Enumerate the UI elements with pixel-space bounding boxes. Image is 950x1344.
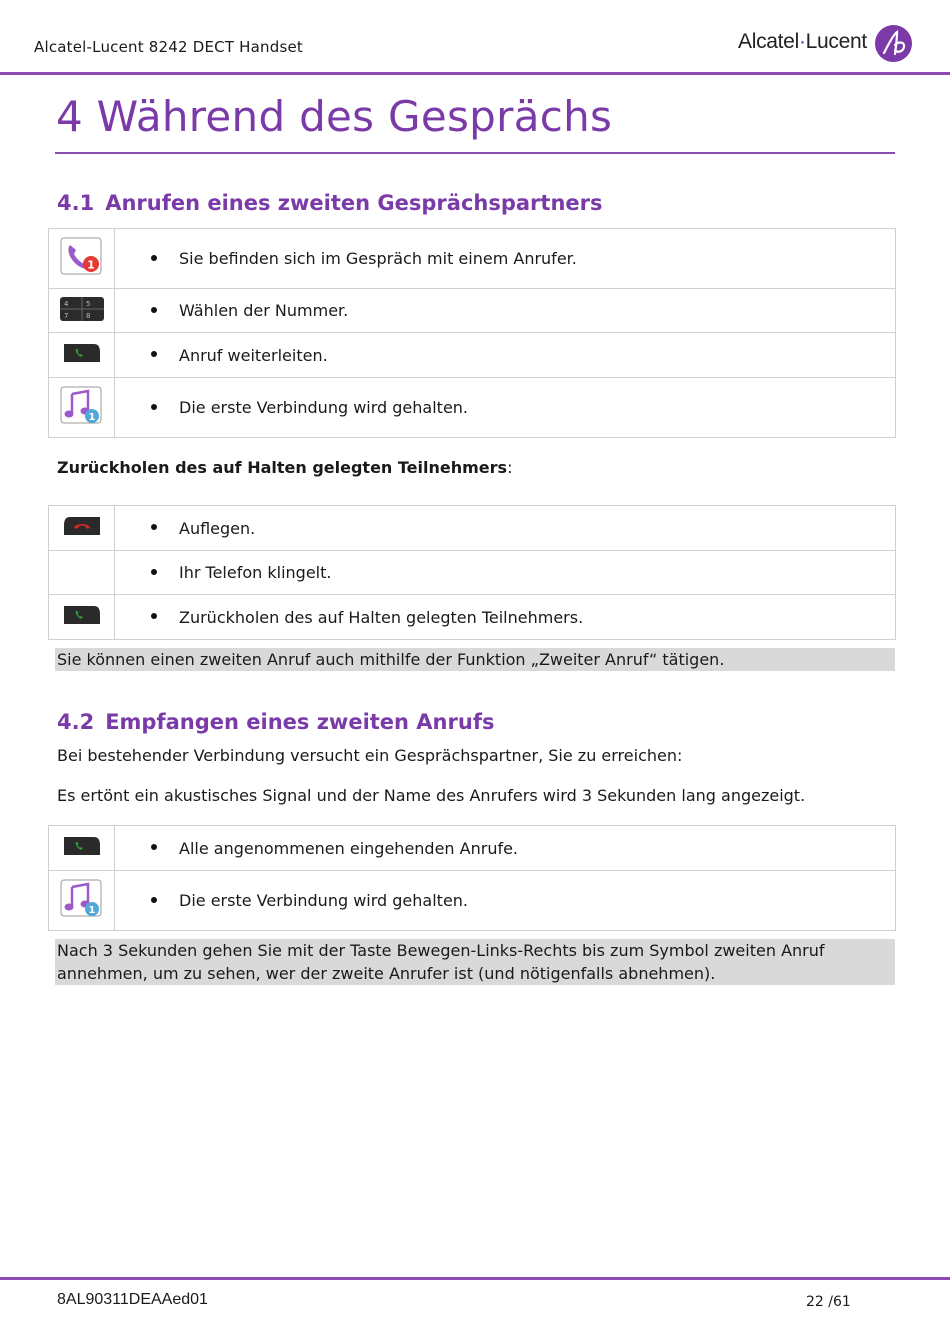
step-text: Auflegen. [179,518,256,538]
step-text: Alle angenommenen eingehenden Anrufe. [179,838,519,858]
bullet [151,351,157,357]
page-number: 22 /61 [806,1294,851,1310]
svg-text:7: 7 [63,311,68,320]
keypad-icon [59,296,105,326]
header-title: Alcatel-Lucent 8242 DECT Handset [34,38,303,56]
step-text: Die erste Verbindung wird gehalten. [179,891,469,910]
step-text: Zurückholen des auf Halten gelegten Teilnehmers. [179,607,584,627]
step-text: Wählen der Nummer. [179,301,349,320]
note-second-call: Sie können einen zweiten Anruf auch mithilfe der Funktion „Zweiter Anruf“ tätigen. [55,648,895,671]
note-second-caller [55,939,895,985]
header-divider [0,72,950,75]
music-hold-badge-icon [60,879,104,923]
green-call-key-icon [62,342,102,368]
retrieve-heading: Zurückholen des auf Halten gelegten Teilnehmers: [57,458,513,477]
steps-table-second-call [48,228,896,438]
svg-text:1: 1 [86,258,95,271]
svg-text:5: 5 [85,299,90,308]
bullet [151,844,157,850]
step-row [49,333,896,378]
chapter-divider [55,152,895,154]
bullet [151,569,157,575]
chapter-title: 4 Während des Gesprächs [56,92,613,141]
bullet [151,255,157,261]
step-row [49,378,896,438]
svg-text:4: 4 [63,299,68,308]
phone-call-badge-icon [60,237,104,281]
step-text: Sie befinden sich im Gespräch mit einem Anrufer. [179,249,577,268]
steps-table-retrieve [48,505,896,640]
paragraph-signal: Es ertönt ein akustisches Signal und der Name des Anrufers wird 3 Sekunden lang angezeigt. [57,786,806,805]
bullet [151,613,157,619]
svg-text:1: 1 [88,904,95,916]
step-row [49,826,896,871]
note-line: Nach 3 Sekunden gehen Sie mit der Taste Bewegen-Links-Rechts bis zum Symbol zweiten Anruf [57,941,825,960]
alcatel-lucent-logo-icon [875,25,912,62]
bullet [151,307,157,313]
green-call-key-icon [62,604,102,630]
step-text: Ihr Telefon klingelt. [179,563,332,582]
document-id: 8AL90311DEAAed01 [57,1291,208,1308]
section-heading-4-2: 4.2 Empfangen eines zweiten Anrufs [57,710,495,734]
step-row [49,551,896,595]
bullet [151,524,157,530]
red-hangup-key-icon [62,515,102,541]
step-text: Die erste Verbindung wird gehalten. [179,398,469,417]
green-call-key-icon [62,835,102,861]
step-row [49,871,896,931]
bullet [151,897,157,903]
step-row [49,229,896,289]
section-heading-4-1: 4.1 Anrufen eines zweiten Gesprächspartners [57,191,603,215]
brand-wordmark: Alcatel·Lucent [738,30,867,53]
steps-table-receive [48,825,896,931]
bullet [151,404,157,410]
footer-divider [0,1277,950,1280]
step-row [49,289,896,333]
paragraph-intro: Bei bestehender Verbindung versucht ein Gesprächspartner, Sie zu erreichen: [57,746,683,765]
step-text: Anruf weiterleiten. [179,345,328,365]
step-row [49,506,896,551]
note-line: annehmen, um zu sehen, wer der zweite Anrufer ist (und nötigenfalls abnehmen). [57,964,716,983]
svg-text:8: 8 [85,311,90,320]
music-hold-badge-icon [60,386,104,430]
svg-text:1: 1 [88,411,95,423]
step-row [49,595,896,640]
